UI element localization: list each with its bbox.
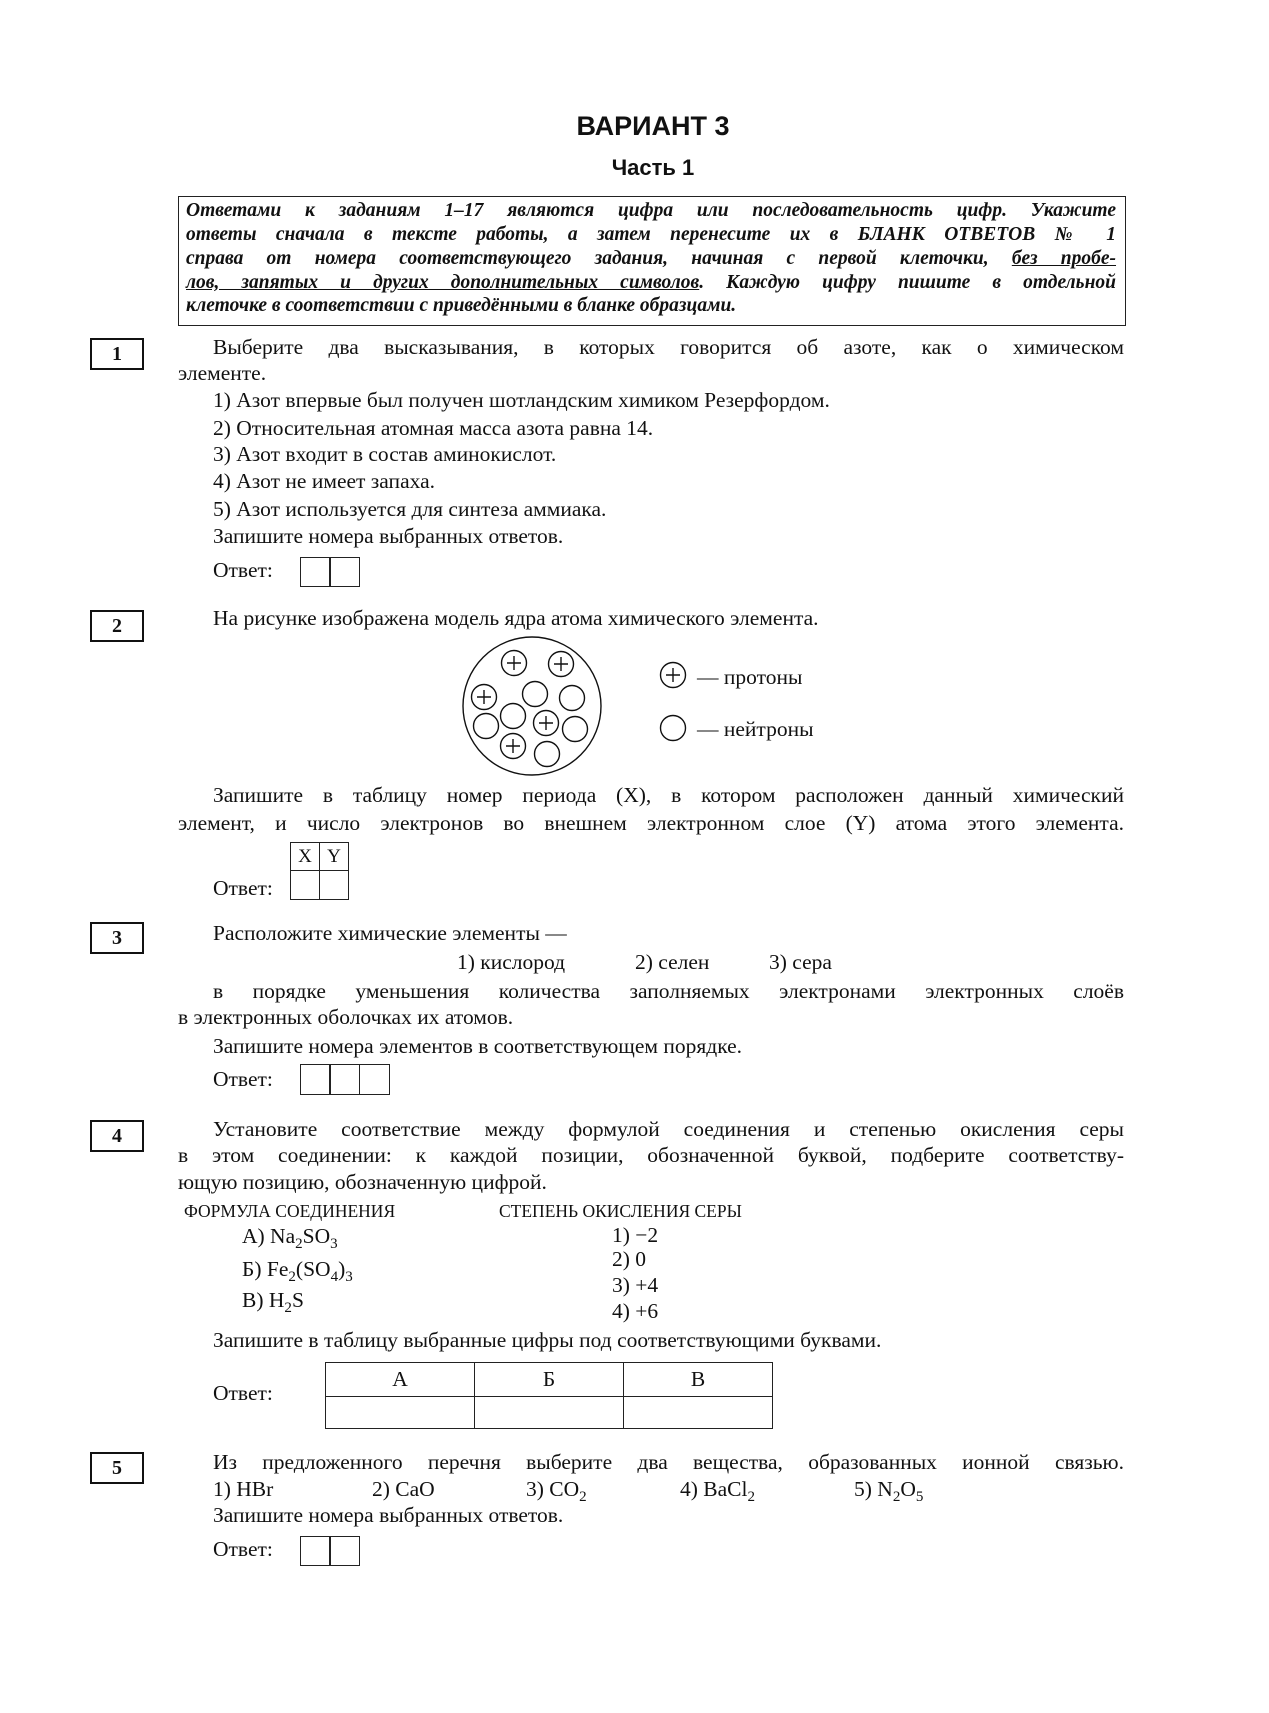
task5-instruction: Запишите номера выбранных ответов. [213, 1503, 564, 1527]
task5-option [372, 1476, 435, 1502]
answer-label: Ответ: [213, 876, 273, 900]
oxidation-option: 1) −2 [612, 1223, 659, 1247]
answer-cell-a[interactable] [326, 1397, 475, 1429]
legend-neutron-icon [661, 716, 686, 741]
formula-subscript: 2 [579, 1489, 587, 1505]
answer-label: Ответ: [213, 1067, 273, 1091]
neutron [560, 686, 585, 711]
legend-neutrons: — нейтроны [697, 717, 814, 741]
right-column-header: СТЕПЕНЬ ОКИСЛЕНИЯ СЕРЫ [499, 1201, 742, 1221]
formula-text: В) H [242, 1288, 285, 1312]
formula-text: 3) CO [526, 1477, 580, 1501]
answer-cell-x[interactable] [291, 871, 320, 900]
neutron [523, 682, 548, 707]
task1-option: 5) Азот используется для синтеза аммиака. [213, 497, 607, 521]
formula-text: 2) CaO [372, 1477, 435, 1501]
task3-element: 1) кислород [457, 950, 566, 974]
instructions-underlined: без пробе- [1011, 248, 1117, 269]
task1-text: элементе. [178, 361, 267, 385]
task1-option: 2) Относительная атомная масса азота равна 14. [213, 416, 654, 440]
instructions-line: Ответами к заданиям 1–17 являются цифра или последовательность цифр. Укажите [186, 200, 1116, 221]
task3-text: в порядке уменьшения количества заполняемых электронами электронных слоёв [213, 979, 1124, 1003]
answer-cell[interactable] [329, 1064, 360, 1095]
task1-option: 3) Азот входит в состав аминокислот. [213, 442, 557, 466]
task5-option [526, 1476, 587, 1505]
task-number-1: 1 [90, 338, 144, 370]
answer-cell-v[interactable] [624, 1397, 773, 1429]
formula-v [242, 1287, 304, 1316]
task2-answer-table [290, 842, 349, 900]
task3-answer-cells [301, 1064, 390, 1095]
formula-b [242, 1256, 353, 1285]
task3-text: в электронных оболочках их атомов. [178, 1005, 514, 1029]
table-header-a: А [326, 1363, 475, 1397]
answer-label: Ответ: [213, 558, 273, 582]
task5-option [213, 1476, 273, 1502]
variant-title: ВАРИАНТ 3 [576, 111, 730, 141]
instructions-text: справа от номера соответствующего задания, начиная с первой клеточки, [186, 248, 989, 269]
task3-element: 3) сера [769, 950, 832, 974]
part-title: Часть 1 [611, 155, 695, 180]
plus-icon [506, 739, 520, 753]
left-column-header: ФОРМУЛА СОЕДИНЕНИЯ [184, 1201, 396, 1221]
task2-text: элемент, и число электронов во внешнем электронном слое (Y) атома этого элемента. [178, 811, 1124, 835]
table-header-y: Y [320, 843, 349, 871]
task1-instruction: Запишите номера выбранных ответов. [213, 524, 564, 548]
task5-intro: Из предложенного перечня выберите два вещества, образованных ионной связью. [213, 1450, 1124, 1474]
answer-cell[interactable] [329, 1536, 360, 1566]
answer-cell[interactable] [359, 1064, 390, 1095]
nucleus-diagram [0, 0, 1269, 800]
formula-text: А) Na [242, 1224, 296, 1248]
task4-text: Установите соответствие между формулой соединения и степенью окисления серы [213, 1117, 1124, 1141]
plus-icon [539, 716, 553, 730]
formula-subscript: 2 [747, 1489, 756, 1505]
formula-text: O [900, 1477, 916, 1501]
instructions-line: клеточке в соответствии с приведёнными в бланке образцами. [186, 295, 737, 316]
formula-subscript: 4 [330, 1269, 339, 1285]
formula-text: SO [302, 1224, 331, 1248]
answer-label: Ответ: [213, 1537, 273, 1561]
task2-text: Запишите в таблицу номер периода (X), в котором расположен данный химический [213, 783, 1124, 807]
instructions-underlined: лов, запятых и других дополнительных символов [186, 272, 700, 293]
task-number-2: 2 [90, 610, 144, 642]
task3-intro: Расположите химические элементы — [213, 921, 567, 945]
formula-text: 4) BaCl [680, 1477, 748, 1501]
task-number-4: 4 [90, 1120, 144, 1152]
formula-text: Б) Fe [242, 1257, 289, 1281]
formula-subscript: 2 [284, 1300, 292, 1316]
answer-cell[interactable] [300, 1536, 331, 1566]
table-header-v: В [624, 1363, 773, 1397]
neutron [535, 742, 560, 767]
plus-icon [477, 690, 491, 704]
oxidation-option: 4) +6 [612, 1299, 659, 1323]
plus-icon [666, 668, 680, 682]
task5-answer-cells [301, 1536, 360, 1566]
formula-subscript: 5 [915, 1489, 924, 1505]
table-header-x: X [291, 843, 320, 871]
formula-subscript: 2 [288, 1269, 296, 1285]
task-number-3: 3 [90, 922, 144, 954]
task3-instruction: Запишите номера элементов в соответствующем порядке. [213, 1034, 743, 1058]
formula-subscript: 3 [345, 1269, 353, 1285]
formula-text: S [291, 1288, 304, 1312]
task1-option: 4) Азот не имеет запаха. [213, 469, 435, 493]
task4-instruction: Запишите в таблицу выбранные цифры под соответствующими буквами. [213, 1328, 882, 1352]
neutron [501, 704, 526, 729]
neutron [474, 714, 499, 739]
task3-element: 2) селен [635, 950, 710, 974]
task1-option: 1) Азот впервые был получен шотландским химиком Резерфордом. [213, 388, 830, 412]
table-header-b: Б [475, 1363, 624, 1397]
formula-subscript: 2 [892, 1489, 901, 1505]
answer-cell-y[interactable] [320, 871, 349, 900]
answer-cell-b[interactable] [475, 1397, 624, 1429]
instructions-text: . Каждую цифру пишите в отдельной [699, 272, 1116, 293]
oxidation-option: 3) +4 [612, 1273, 659, 1297]
instructions-line: ответы сначала в тексте работы, а затем перенесите их в БЛАНК ОТВЕТОВ № 1 [186, 224, 1116, 245]
formula-a [242, 1223, 338, 1252]
task5-option [680, 1476, 756, 1505]
task4-text: ющую позицию, обозначенную цифрой. [178, 1170, 547, 1194]
task4-text: в этом соединении: к каждой позиции, обозначенной буквой, подберите соответству- [178, 1143, 1124, 1167]
formula-text: (SO [295, 1257, 331, 1281]
formula-text: 1) HBr [213, 1477, 274, 1501]
answer-label: Ответ: [213, 1381, 273, 1405]
legend-protons: — протоны [697, 665, 803, 689]
formula-text: 5) N [854, 1477, 893, 1501]
formula-subscript: 2 [295, 1236, 303, 1252]
task-number-5: 5 [90, 1452, 144, 1484]
task2-intro: На рисунке изображена модель ядра атома химического элемента. [213, 606, 819, 630]
oxidation-option: 2) 0 [612, 1247, 647, 1271]
plus-icon [507, 656, 521, 670]
formula-text: ) [338, 1257, 346, 1281]
plus-icon [554, 657, 568, 671]
neutron [563, 717, 588, 742]
task5-option [854, 1476, 924, 1505]
task4-answer-table [325, 1362, 773, 1429]
answer-cell[interactable] [300, 1064, 331, 1095]
task1-text: Выберите два высказывания, в которых говорится об азоте, как о химическом [213, 335, 1124, 359]
formula-subscript: 3 [330, 1236, 338, 1252]
